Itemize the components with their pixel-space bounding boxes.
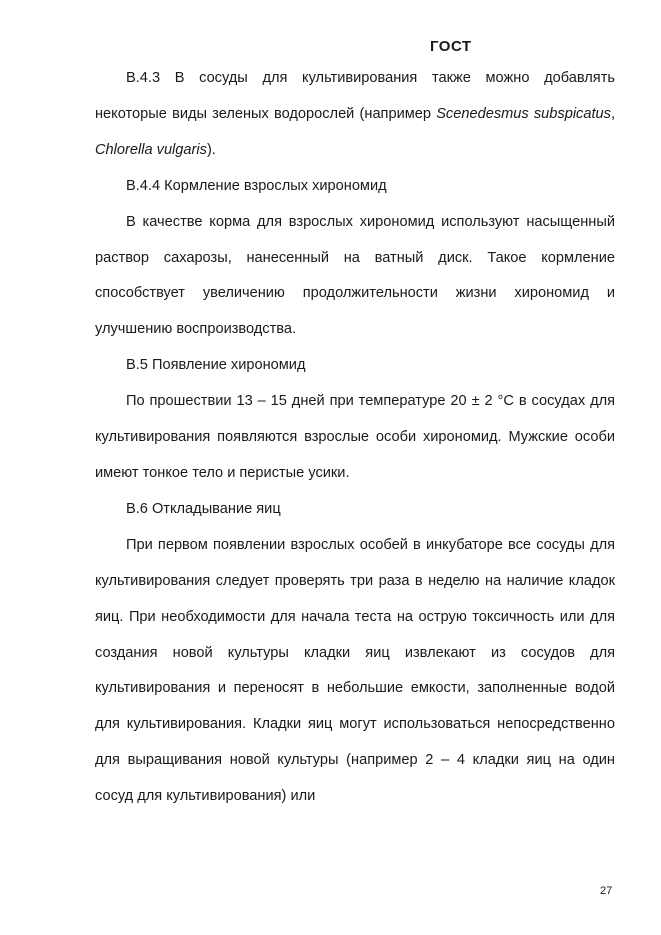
section-heading-b-4-4: В.4.4 Кормление взрослых хирономид [126, 177, 387, 194]
species-name: Scenedesmus subspicatus [436, 105, 611, 122]
separator-text: , [610, 105, 616, 122]
page-header: ГОСТ [430, 38, 472, 55]
body-text [95, 61, 615, 815]
page-number: 27 [600, 885, 613, 897]
section-heading-b-5: В.5 Появление хирономид [126, 357, 306, 374]
paragraph-emergence: По прошествии 13 – 15 дней при температуре 20 ± 2 °C в сосудах для культивирования появляются взрослые особи хирономид. Мужские особи имеют тонкое тело и перистые усики. [95, 393, 615, 481]
paragraph-text: ). [206, 141, 216, 158]
paragraph-feeding: В качестве корма для взрослых хирономид используют насыщенный раствор сахарозы, нанесенный на ватный диск. Такое кормление способствует увеличению продолжительности жизни хирономид и улучшению воспроизводства. [95, 213, 615, 338]
species-name: Chlorella vulgaris [95, 141, 207, 158]
paragraph-b-4-3 [95, 61, 615, 169]
paragraph-text: В.4.3 В сосуды для культивирования также можно добавлять некоторые виды зеленых водорослей (например [95, 70, 615, 122]
paragraph-egg-laying: При первом появлении взрослых особей в инкубаторе все сосуды для культивирования следует проверять три раза в неделю на наличие кладок яиц. При необходимости для начала теста на острую токсичность или для создания новой культуры кладки яиц извлекают из сосудов для культивирования и переносят в небольшие емкости, заполненные водой для культивирования. Кладки яиц могут использоваться непосредственно для выращивания новой культуры (например 2 – 4 кладки яиц на один сосуд для культивирования) или [95, 536, 615, 805]
section-heading-b-6: В.6 Откладывание яиц [126, 500, 281, 517]
